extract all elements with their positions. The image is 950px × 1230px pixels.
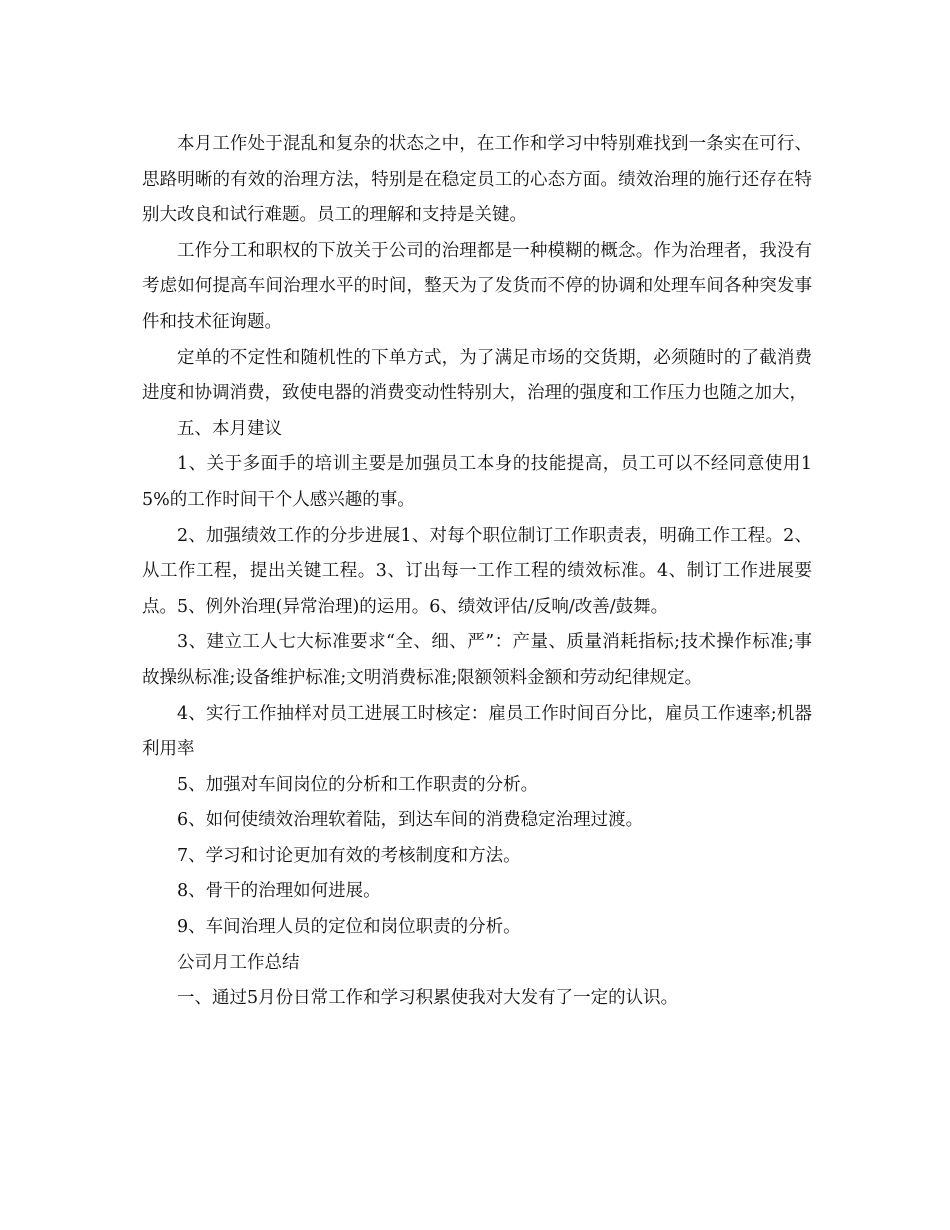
suggestion-item-1: 1、关于多面手的培训主要是加强员工本身的技能提高，员工可以不经同意使用15%的工作时间干个人感兴趣的事。 [142, 454, 812, 510]
suggestion-item-8: 8、骨干的治理如何进展。 [177, 881, 381, 902]
suggestion-item-6: 6、如何使绩效治理软着陆，到达车间的消费稳定治理过渡。 [177, 810, 644, 831]
document-body [142, 127, 812, 1017]
suggestion-item-9: 9、车间治理人员的定位和岗位职责的分析。 [177, 917, 521, 938]
section-heading-suggestions: 五、本月建议 [177, 418, 282, 439]
section-heading-monthly-summary: 公司月工作总结 [177, 952, 300, 973]
suggestion-item-7: 7、学习和讨论更加有效的考核制度和方法。 [177, 845, 521, 866]
suggestion-item-2: 2、加强绩效工作的分步进展1、对每个职位制订工作职责表，明确工作工程。2、从工作工程，提出关键工程。3、订出每一工作工程的绩效标准。4、制订工作进展要点。5、例外治理(异常治理)的运用。6、绩效评估/反响/改善/鼓舞。 [142, 525, 812, 617]
paragraph-division-of-work: 工作分工和职权的下放关于公司的治理都是一种模糊的概念。作为治理者，我没有考虑如何提高车间治理水平的时间，整天为了发货而不停的协调和处理车间各种突发事件和技术征询题。 [142, 240, 812, 332]
summary-item-1: 一、通过5月份日常工作和学习积累使我对大发有了一定的认识。 [177, 988, 679, 1009]
suggestion-item-3: 3、建立工人七大标准要求“全、细、严”：产量、质量消耗指标;技术操作标准;事故操纵标准;设备维护标准;文明消费标准;限额领料金额和劳动纪律规定。 [142, 632, 812, 688]
suggestion-item-5: 5、加强对车间岗位的分析和工作职责的分析。 [177, 774, 539, 795]
paragraph-orders: 定单的不定性和随机性的下单方式，为了满足市场的交货期，必须随时的了截消费进度和协调消费，致使电器的消费变动性特别大，治理的强度和工作压力也随之加大， [142, 347, 812, 404]
suggestion-item-4: 4、实行工作抽样对员工进展工时核定：雇员工作时间百分比，雇员工作速率;机器利用率 [142, 703, 812, 760]
paragraph-intro: 本月工作处于混乱和复杂的状态之中，在工作和学习中特别难找到一条实在可行、思路明晰的有效的治理方法，特别是在稳定员工的心态方面。绩效治理的施行还存在特别大改良和试行难题。员工的理解和支持是关键。 [142, 134, 812, 226]
